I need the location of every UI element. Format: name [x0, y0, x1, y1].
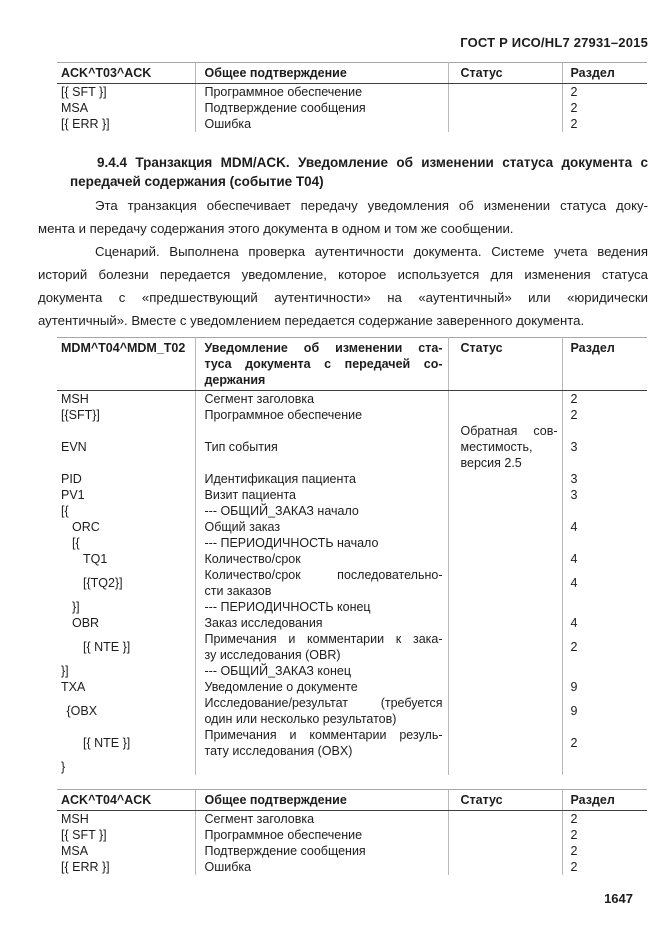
- section-heading-line: 9.4.4 Транзакция MDM/ACK. Уведомление об изменении статуса документа с: [97, 155, 648, 170]
- cell-line: зу исследования (OBR): [204, 648, 341, 662]
- segment-cell: MSA: [61, 844, 89, 858]
- status-cell: [448, 519, 562, 535]
- segment-cell: TXA: [61, 680, 86, 694]
- segment-cell: [{ ERR }]: [61, 117, 110, 131]
- segment-cell: OBR: [72, 616, 100, 630]
- status-cell: [448, 100, 562, 116]
- status-cell: [448, 631, 562, 663]
- cell-line: туса документа с передачей со-: [204, 357, 443, 371]
- description-cell: Общий заказ: [195, 519, 448, 535]
- segment-cell: [{ ERR }]: [61, 860, 110, 874]
- status-cell: [448, 663, 562, 679]
- section-cell: 2: [562, 811, 647, 828]
- section-cell: 2: [562, 407, 647, 423]
- section-cell: 2: [562, 727, 647, 759]
- section-cell: 2: [562, 843, 647, 859]
- table-header-cell: Статус: [448, 338, 562, 391]
- description-cell: Подтверждение сообщения: [195, 100, 448, 116]
- segment-cell: [{ NTE }]: [83, 736, 131, 750]
- table-row: [57, 727, 647, 759]
- table-row: [57, 615, 647, 631]
- section-cell: 9: [562, 695, 647, 727]
- status-cell: [448, 503, 562, 519]
- description-cell: Программное обеспечение: [195, 827, 448, 843]
- segment-cell: }]: [61, 664, 69, 678]
- description-cell: [195, 567, 448, 599]
- table-row: [57, 84, 647, 101]
- section-cell: 2: [562, 859, 647, 875]
- description-cell: Визит пациента: [195, 487, 448, 503]
- section-paragraphs: [38, 194, 648, 332]
- description-cell: Сегмент заголовка: [195, 811, 448, 828]
- status-cell: [448, 567, 562, 599]
- table-header-cell: Статус: [448, 63, 562, 84]
- description-cell: Подтверждение сообщения: [195, 843, 448, 859]
- table-row: [57, 695, 647, 727]
- table-header-cell: Общее подтверждение: [195, 790, 448, 811]
- status-cell: [448, 727, 562, 759]
- mdm-t04-table: [57, 337, 647, 775]
- table-row: [57, 827, 647, 843]
- section-cell: 3: [562, 471, 647, 487]
- paragraph-line: Сценарий. Выполнена проверка аутентичности документа. Системе учета ведения: [95, 244, 648, 259]
- segment-cell: {OBX: [66, 704, 98, 718]
- table-row: [57, 631, 647, 663]
- description-cell: Программное обеспечение: [195, 407, 448, 423]
- section-cell: [562, 503, 647, 519]
- status-cell: [448, 759, 562, 775]
- table-header-cell: ACK^T04^ACK: [57, 790, 195, 811]
- description-cell: --- ОБЩИЙ_ЗАКАЗ конец: [195, 663, 448, 679]
- table-row: [57, 679, 647, 695]
- table-row: [57, 859, 647, 875]
- description-cell: [195, 759, 448, 775]
- status-cell: [448, 535, 562, 551]
- cell-line: Исследование/результат (требуется: [204, 696, 443, 710]
- table-row: [57, 551, 647, 567]
- cell-line: держания: [204, 373, 266, 387]
- ack-t04-table: [57, 789, 647, 875]
- status-cell: [448, 695, 562, 727]
- status-cell: [448, 487, 562, 503]
- cell-line: сти заказов: [204, 584, 272, 598]
- table-header-cell: MDM^T04^MDM_T02: [57, 338, 195, 391]
- section-cell: [562, 759, 647, 775]
- segment-cell: }: [61, 760, 66, 774]
- segment-cell: PV1: [61, 488, 85, 502]
- cell-line: местимость,: [460, 440, 533, 454]
- paragraph-line: мента и передачу содержания этого документа в одном и том же сообщении.: [38, 221, 514, 236]
- status-cell: [448, 811, 562, 828]
- table-row: [57, 487, 647, 503]
- section-cell: [562, 535, 647, 551]
- segment-cell: EVN: [61, 440, 87, 454]
- status-cell: [448, 116, 562, 132]
- description-cell: Заказ исследования: [195, 615, 448, 631]
- table-header-row: [57, 338, 647, 391]
- segment-cell: TQ1: [83, 552, 108, 566]
- status-cell: [448, 551, 562, 567]
- cell-line: Примечания и комментарии резуль-: [204, 728, 443, 742]
- segment-cell: ORC: [72, 520, 100, 534]
- paragraph: [38, 194, 648, 240]
- cell-line: тату исследования (OBX): [204, 744, 353, 758]
- table-header-cell: ACK^T03^ACK: [57, 63, 195, 84]
- table-header-cell: Статус: [448, 790, 562, 811]
- description-cell: Сегмент заголовка: [195, 391, 448, 408]
- table-header-row: [57, 790, 647, 811]
- segment-cell: MSA: [61, 101, 89, 115]
- status-cell: [448, 391, 562, 408]
- description-cell: Ошибка: [195, 116, 448, 132]
- description-cell: Количество/срок: [195, 551, 448, 567]
- section-cell: 3: [562, 487, 647, 503]
- table-header-cell: [195, 338, 448, 391]
- paragraph-line: аутентичный». Вместе с уведомлением передается содержание заверенного документа.: [38, 313, 585, 328]
- section-cell: 4: [562, 551, 647, 567]
- status-cell: [448, 599, 562, 615]
- status-cell: [448, 615, 562, 631]
- description-cell: --- ПЕРИОДИЧНОСТЬ начало: [195, 535, 448, 551]
- table-row: [57, 759, 647, 775]
- table-row: [57, 503, 647, 519]
- segment-cell: [{TQ2}]: [83, 576, 123, 590]
- table-row: [57, 100, 647, 116]
- paragraph-line: Эта транзакция обеспечивает передачу уведомления об изменении статуса доку-: [95, 198, 648, 213]
- status-cell: [448, 471, 562, 487]
- table-header-cell: Раздел: [562, 338, 647, 391]
- section-cell: 4: [562, 519, 647, 535]
- description-cell: [195, 695, 448, 727]
- section-cell: [562, 599, 647, 615]
- table-header-cell: Раздел: [562, 63, 647, 84]
- description-cell: [195, 727, 448, 759]
- section-cell: 2: [562, 84, 647, 101]
- section-cell: 9: [562, 679, 647, 695]
- section-cell: 2: [562, 100, 647, 116]
- status-cell: [448, 827, 562, 843]
- description-cell: Программное обеспечение: [195, 84, 448, 101]
- paragraph-line: историй болезни передается уведомление, которое используется для изменения статуса: [38, 267, 648, 282]
- section-cell: 2: [562, 391, 647, 408]
- status-cell: [448, 843, 562, 859]
- table-header-cell: Общее подтверждение: [195, 63, 448, 84]
- section-cell: 2: [562, 116, 647, 132]
- segment-cell: MSH: [61, 392, 89, 406]
- section-heading: [70, 153, 648, 191]
- description-cell: Уведомление о документе: [195, 679, 448, 695]
- segment-cell: [{ SFT }]: [61, 85, 107, 99]
- cell-line: Уведомление об изменении ста-: [204, 341, 443, 355]
- cell-line: Обратная сов-: [460, 424, 558, 438]
- table-row: [57, 519, 647, 535]
- ack-t03-table: [57, 62, 647, 132]
- status-cell: [448, 407, 562, 423]
- segment-cell: PID: [61, 472, 82, 486]
- description-cell: --- ОБЩИЙ_ЗАКАЗ начало: [195, 503, 448, 519]
- table-row: [57, 391, 647, 408]
- description-cell: Тип события: [195, 423, 448, 471]
- table-row: [57, 535, 647, 551]
- paragraph: [38, 240, 648, 332]
- description-cell: Ошибка: [195, 859, 448, 875]
- table-row: [57, 567, 647, 599]
- table-row: [57, 116, 647, 132]
- table-row: [57, 811, 647, 828]
- cell-line: один или несколько результатов): [204, 712, 397, 726]
- description-cell: Идентификация пациента: [195, 471, 448, 487]
- section-cell: [562, 663, 647, 679]
- status-cell: [448, 859, 562, 875]
- section-cell: 4: [562, 567, 647, 599]
- table-row: [57, 471, 647, 487]
- table-row: [57, 599, 647, 615]
- table-header-cell: Раздел: [562, 790, 647, 811]
- segment-cell: MSH: [61, 812, 89, 826]
- segment-cell: }]: [72, 600, 80, 614]
- table-row: [57, 407, 647, 423]
- standard-code-header: ГОСТ Р ИСО/HL7 27931–2015: [460, 35, 648, 50]
- section-cell: 2: [562, 827, 647, 843]
- page-number: 1647: [604, 891, 633, 906]
- table-row: [57, 663, 647, 679]
- section-cell: 2: [562, 631, 647, 663]
- status-cell: [448, 423, 562, 471]
- segment-cell: [{ NTE }]: [83, 640, 131, 654]
- table-row: [57, 423, 647, 471]
- section-heading-line: передачей содержания (событие T04): [70, 174, 324, 189]
- section-cell: 4: [562, 615, 647, 631]
- segment-cell: [{: [72, 536, 80, 550]
- description-cell: --- ПЕРИОДИЧНОСТЬ конец: [195, 599, 448, 615]
- status-cell: [448, 84, 562, 101]
- cell-line: Примечания и комментарии к зака-: [204, 632, 443, 646]
- segment-cell: [{ SFT }]: [61, 828, 107, 842]
- cell-line: Количество/срок последовательно-: [204, 568, 443, 582]
- segment-cell: [{: [61, 504, 69, 518]
- description-cell: [195, 631, 448, 663]
- table-row: [57, 843, 647, 859]
- table-header-row: [57, 63, 647, 84]
- paragraph-line: документа с «предшествующий аутентичности» на «аутентичный» или «юридически: [38, 290, 648, 305]
- segment-cell: [{SFT}]: [61, 408, 100, 422]
- section-cell: 3: [562, 423, 647, 471]
- status-cell: [448, 679, 562, 695]
- cell-line: версия 2.5: [460, 456, 522, 470]
